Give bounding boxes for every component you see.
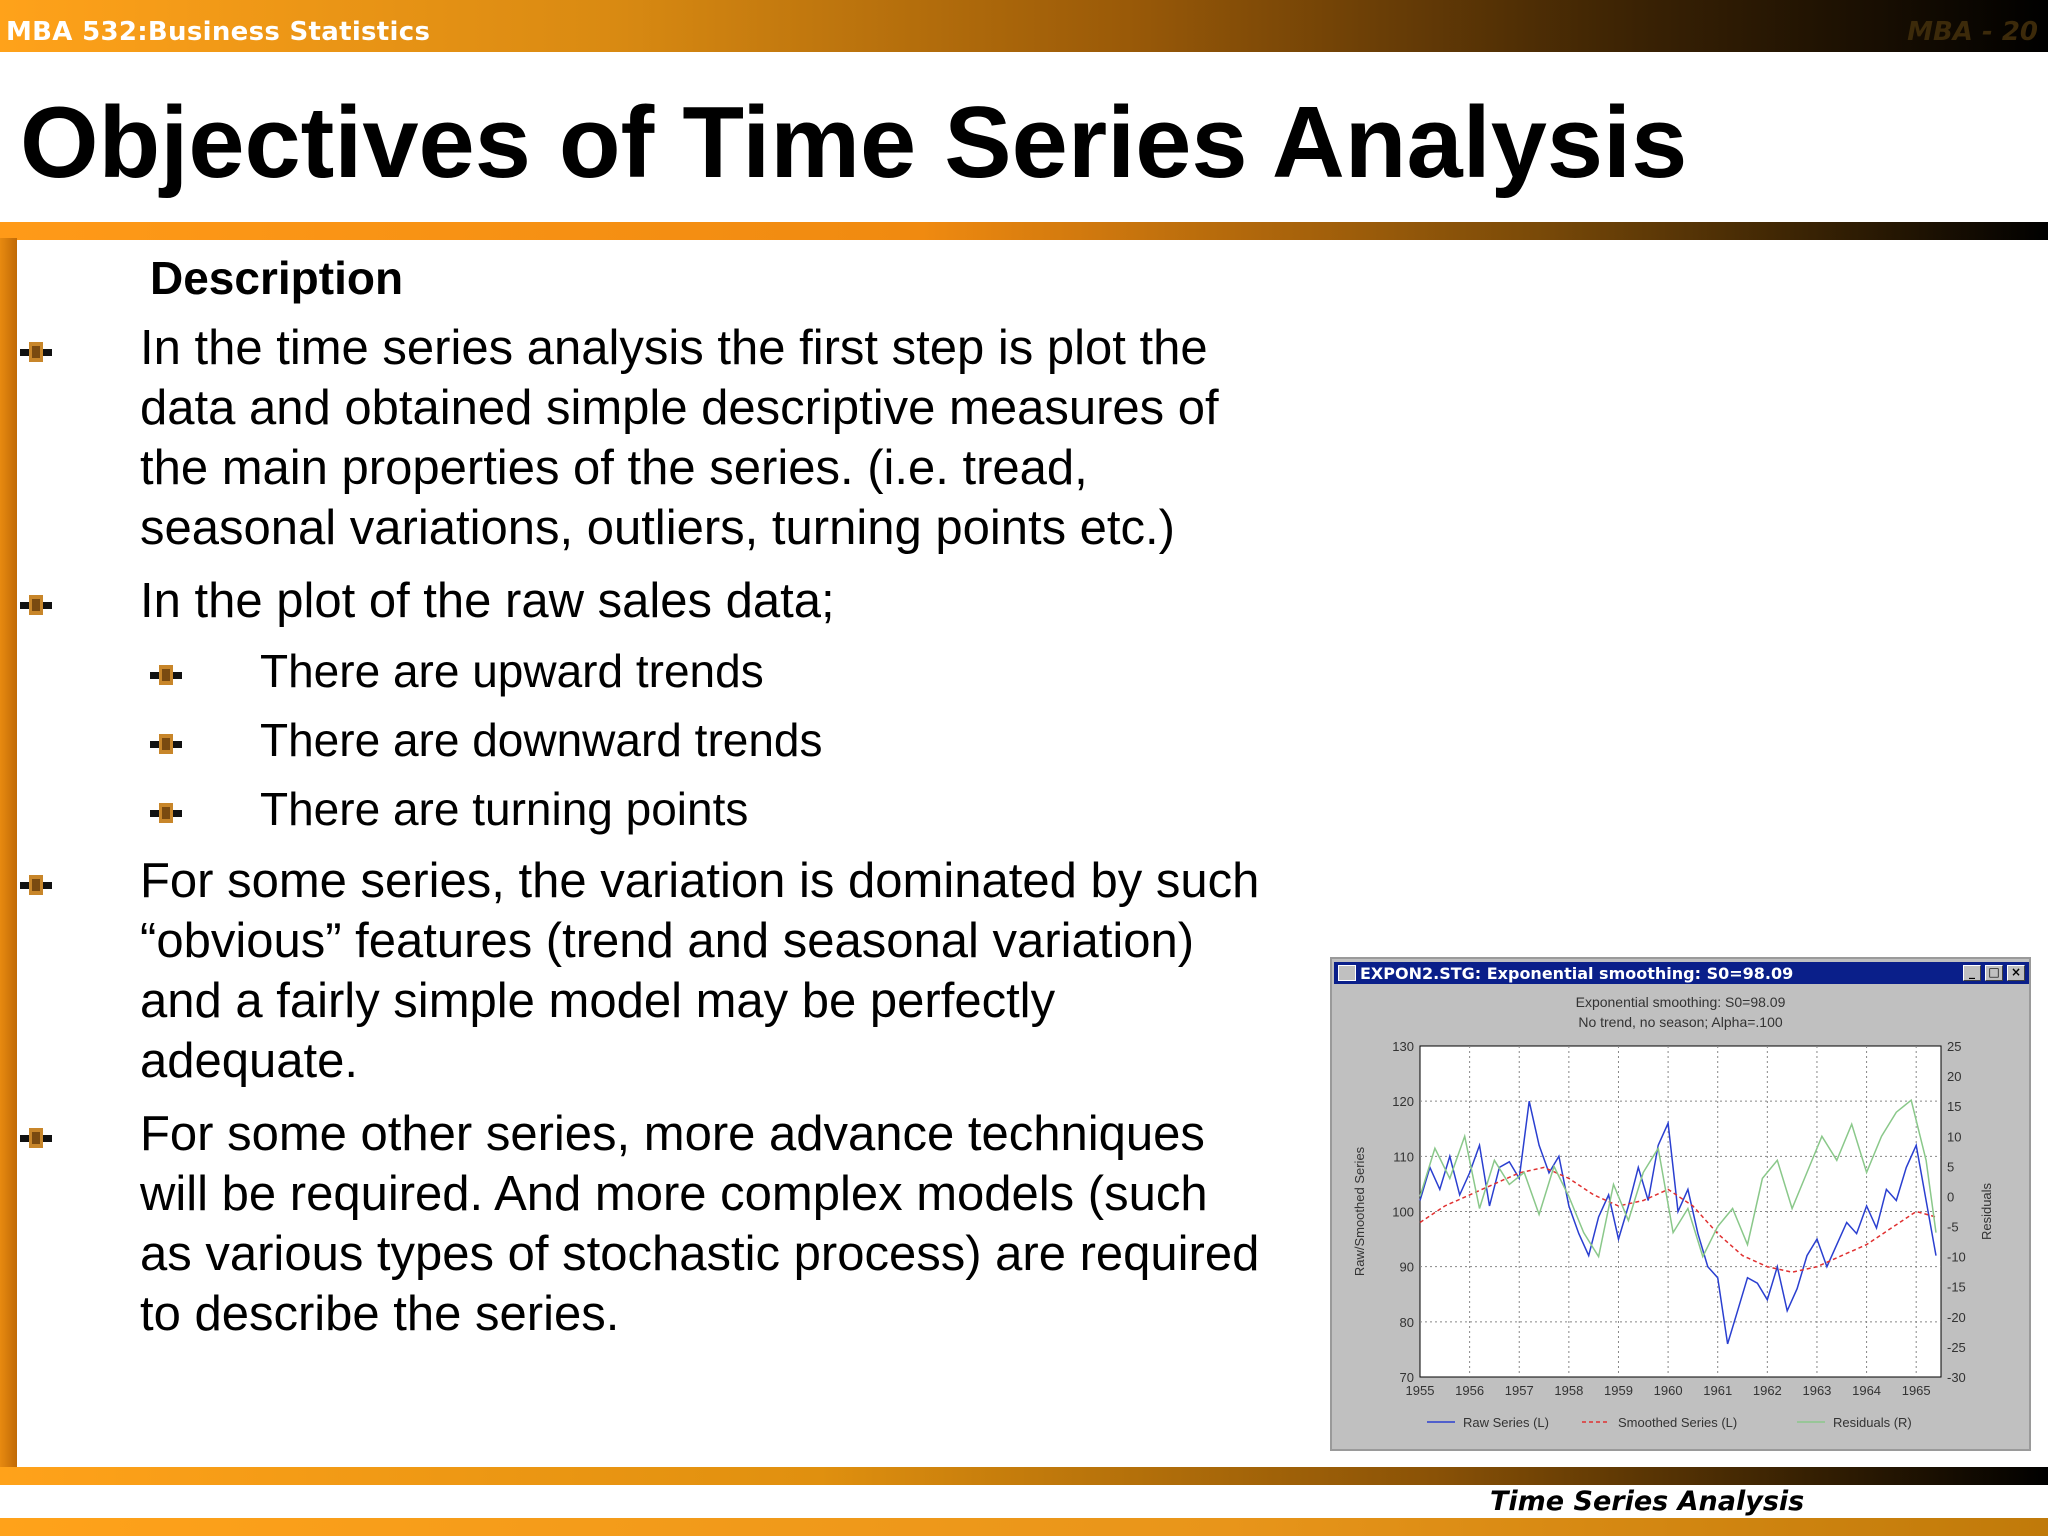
y2-axis-label: Residuals [1979,1182,1994,1241]
y-tick-label: 100 [1392,1204,1414,1220]
chart-window-titlebar [1334,962,2029,984]
x-tick-label: 1955 [1405,1383,1435,1398]
legend-label: Raw Series (L) [1463,1415,1549,1430]
y2-tick-label: 5 [1947,1159,1955,1175]
x-tick-label: 1959 [1604,1383,1633,1398]
x-tick-label: 1957 [1504,1383,1534,1398]
sub-bullet-item: There are downward trends [260,714,823,766]
y-tick-label: 130 [1392,1039,1414,1054]
y-tick-label: 80 [1399,1314,1414,1330]
chart-title: Exponential smoothing: S0=98.09 [1575,994,1786,1010]
x-tick-label: 1961 [1703,1383,1733,1398]
bullet-item: In the time series analysis the first step is plot the data and obtained simple descriptive measures of the main properties of the series. (i.e. tread, seasonal variations, outliers, turning points etc.) [140,321,1219,555]
bullet-icon [20,593,52,617]
y2-tick-label: -10 [1947,1249,1966,1265]
y2-tick-label: -20 [1947,1309,1966,1325]
y-axis-label: Raw/Smoothed Series [1352,1146,1367,1277]
x-tick-label: 1964 [1852,1383,1882,1398]
section-heading: Description [150,252,404,304]
bullet-icon [20,1126,52,1150]
y2-tick-label: -30 [1947,1370,1966,1385]
legend-label: Smoothed Series (L) [1618,1415,1738,1430]
footer-title: Time Series Analysis [1490,1486,1805,1517]
sub-bullet-icon [150,663,182,687]
bullet-icon [20,340,52,364]
y2-tick-label: -5 [1947,1219,1959,1235]
bullet-icon [20,873,52,897]
maximize-button[interactable]: □ [1985,965,2003,981]
sub-bullet-item: There are turning points [260,783,749,835]
bullet-item: For some series, the variation is dominated by such “obvious” features (trend and seasonal variation) and a fairly simple model may be perfectly adequate. [140,854,1260,1088]
legend-label: Residuals (R) [1833,1415,1912,1430]
bottom-bar [0,1518,2048,1536]
bullet-item: For some other series, more advance techniques will be required. And more complex models (such as various types of stochastic process) are required to describe the series. [140,1107,1260,1341]
x-tick-label: 1963 [1802,1383,1832,1398]
y-tick-label: 110 [1393,1149,1414,1165]
slide-title: Objectives of Time Series Analysis [20,87,1688,199]
sub-bullet-item: There are upward trends [260,645,764,697]
x-tick-label: 1962 [1752,1383,1782,1398]
bullet-item: In the plot of the raw sales data; [140,574,835,628]
y2-tick-label: 25 [1947,1039,1962,1054]
minimize-button[interactable]: _ [1963,965,1981,981]
close-button[interactable]: × [2007,965,2025,981]
course-code-right: MBA - 20 [1907,17,2038,47]
app-icon [1338,965,1356,981]
time-series-chart [1332,985,2029,1449]
x-tick-label: 1965 [1901,1383,1931,1398]
chart-window [1330,957,2031,1451]
course-title: MBA 532:Business Statistics [6,17,431,47]
x-tick-label: 1960 [1653,1383,1683,1398]
y2-tick-label: 20 [1947,1069,1962,1085]
chart-window-title: EXPON2.STG: Exponential smoothing: S0=98.09 [1360,964,1794,983]
y2-tick-label: -15 [1947,1279,1966,1295]
x-tick-label: 1958 [1554,1383,1584,1398]
y-tick-label: 120 [1392,1094,1414,1110]
y-tick-label: 90 [1399,1259,1414,1275]
footer-bar [0,1467,2048,1485]
y2-tick-label: -25 [1947,1339,1966,1355]
chart-subtitle: No trend, no season; Alpha=.100 [1578,1014,1783,1030]
y2-tick-label: 10 [1947,1129,1962,1145]
sub-bullet-icon [150,732,182,756]
y2-tick-label: 15 [1947,1099,1962,1115]
sub-bullet-icon [150,801,182,825]
x-tick-label: 1956 [1455,1383,1485,1398]
y2-tick-label: 0 [1947,1189,1955,1205]
y-tick-label: 70 [1399,1370,1414,1385]
